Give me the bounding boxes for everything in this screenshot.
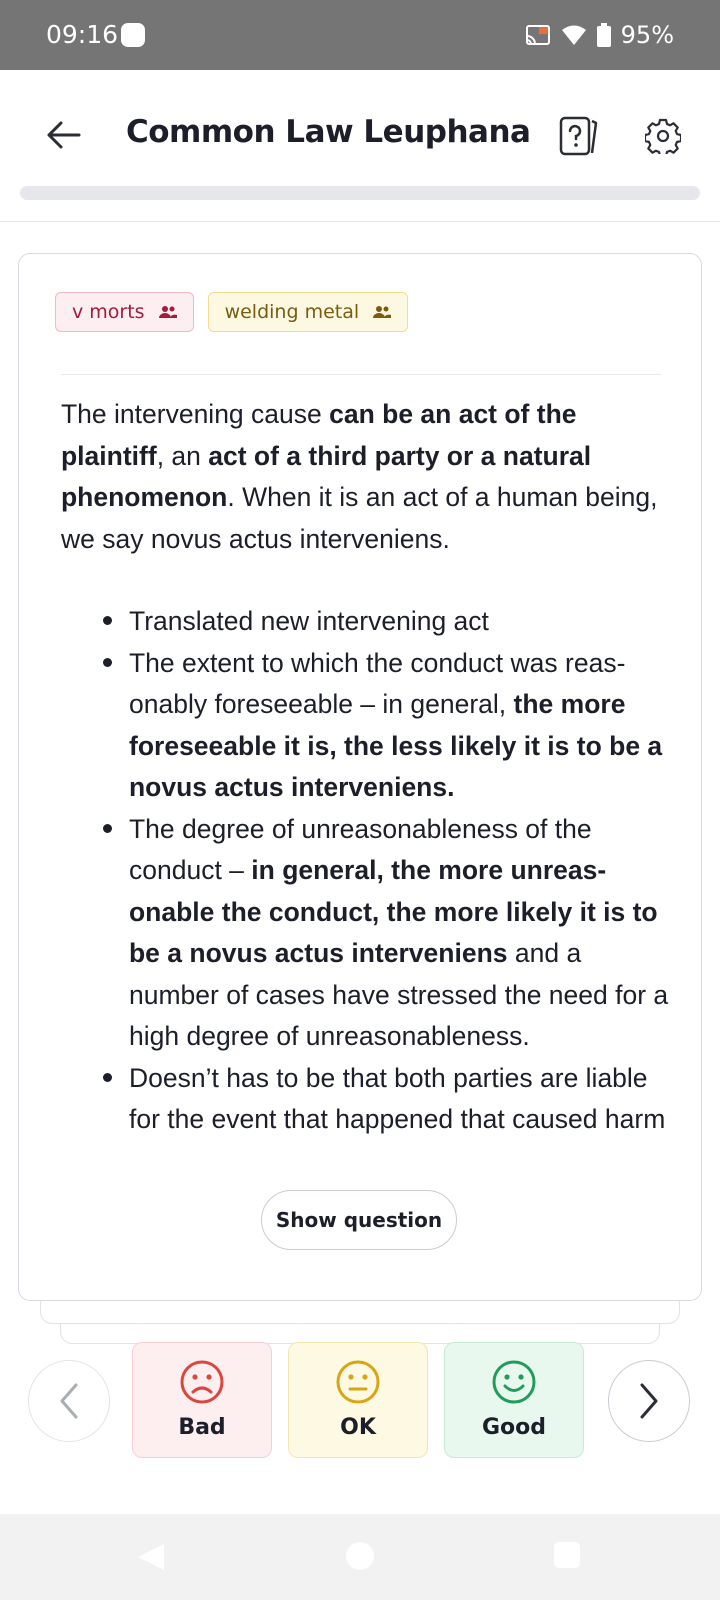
answer-text: . When it is an act of a human being, we say novus actus interveniens. xyxy=(61,482,658,554)
deck-title: Common Law Leuphana xyxy=(126,114,531,150)
tag-label: v morts xyxy=(72,301,145,323)
next-card-button[interactable] xyxy=(608,1360,690,1442)
answer-bullet-list xyxy=(61,601,671,1141)
rate-good-button[interactable] xyxy=(444,1342,584,1458)
happy-face-icon xyxy=(491,1359,537,1405)
flashcard xyxy=(18,253,702,1301)
bullet-item xyxy=(129,809,671,1058)
system-back-icon[interactable] xyxy=(136,1542,166,1572)
gear-icon xyxy=(645,118,681,154)
card-answer-content xyxy=(61,394,671,1170)
tag-chip[interactable] xyxy=(208,292,409,332)
status-bar xyxy=(0,0,720,70)
system-navigation-bar xyxy=(0,1514,720,1600)
system-recents-button[interactable] xyxy=(554,1542,580,1568)
sad-face-icon xyxy=(179,1359,225,1405)
bullet-text: The degree of unreasonableness of the conduct – xyxy=(129,813,592,885)
bullet-text: Translated new intervening act xyxy=(129,606,489,636)
battery-percent: 95% xyxy=(620,21,674,49)
chevron-left-icon xyxy=(56,1381,82,1421)
battery-icon xyxy=(597,23,611,47)
group-icon xyxy=(373,305,391,319)
bullet-item xyxy=(129,601,671,643)
rate-bad-label: Bad xyxy=(178,1415,226,1440)
wifi-icon xyxy=(561,24,587,46)
cards-question-icon xyxy=(558,115,600,157)
rate-ok-button[interactable] xyxy=(288,1342,428,1458)
status-icons xyxy=(525,20,674,50)
bullet-item xyxy=(129,1058,671,1141)
bullet-text: and a number of cases have stressed the need for a high degree of unreasonableness. xyxy=(129,938,669,1051)
chevron-right-icon xyxy=(636,1381,662,1421)
arrow-left-icon xyxy=(45,120,81,150)
cast-icon xyxy=(525,24,551,46)
settings-button[interactable] xyxy=(638,110,688,162)
review-progress-bar xyxy=(20,186,700,200)
tag-label: welding metal xyxy=(224,301,360,323)
rate-good-label: Good xyxy=(481,1415,547,1440)
tag-chip[interactable] xyxy=(55,292,194,332)
back-button[interactable] xyxy=(38,110,88,160)
neutral-face-icon xyxy=(335,1359,381,1405)
system-home-button[interactable] xyxy=(346,1542,374,1570)
bullet-bold-text: the more foreseeable it is, the less likely it is to be a novus actus interveniens. xyxy=(129,689,663,802)
show-question-button[interactable]: Show question xyxy=(261,1190,457,1250)
answer-paragraph xyxy=(61,394,671,560)
tag-list xyxy=(55,292,408,332)
bullet-bold-text: in general, the more unreasonable the conduct, the more likely it is to be a novus actus interveniens xyxy=(129,855,658,968)
status-time: 09:16 xyxy=(46,20,119,49)
previous-card-button[interactable] xyxy=(28,1360,110,1442)
card-browser-button[interactable] xyxy=(554,108,604,164)
bullet-text: The extent to which the conduct was reasonably foreseeable – in general, xyxy=(129,647,626,719)
bullet-item xyxy=(129,643,671,809)
group-icon xyxy=(159,305,177,319)
answer-text: The intervening cause xyxy=(61,399,330,429)
rate-bad-button[interactable] xyxy=(132,1342,272,1458)
rate-ok-label: OK xyxy=(340,1415,376,1440)
answer-bold-text: act of a third party or a natural phenomenon xyxy=(61,440,592,512)
app-header xyxy=(0,70,720,222)
answer-bold-text: can be an act of the plaintiff xyxy=(61,399,577,471)
bullet-text: Doesn’t has to be that both parties are liable for the event that happened that caused harm xyxy=(129,1062,666,1134)
notification-icon xyxy=(121,23,145,47)
answer-text: , an xyxy=(156,440,209,471)
divider xyxy=(61,374,661,375)
